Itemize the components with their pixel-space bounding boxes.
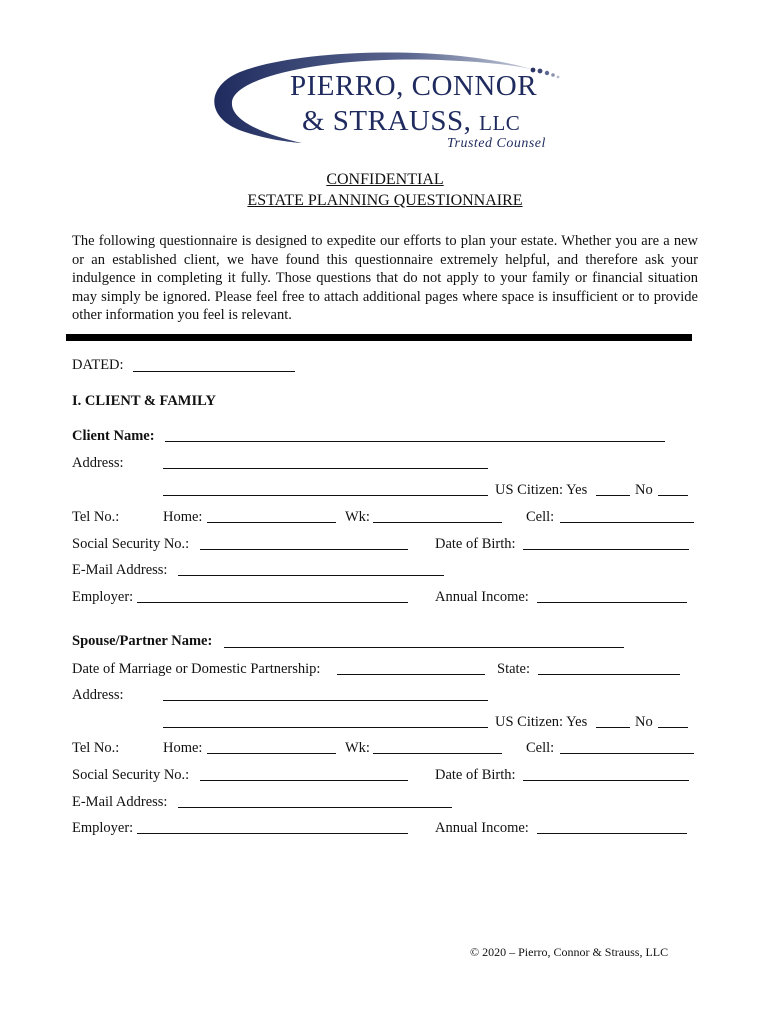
- logo-text-strauss: & STRAUSS,: [302, 105, 472, 137]
- spouse-us-citizen-yes-label: US Citizen: Yes: [495, 714, 588, 730]
- client-us-citizen-no-field[interactable]: [658, 495, 688, 496]
- spouse-dob-label: Date of Birth:: [435, 767, 516, 783]
- spouse-us-citizen-no-field[interactable]: [658, 727, 688, 728]
- client-tel-label: Tel No.:: [72, 509, 120, 525]
- client-employer-label: Employer:: [72, 589, 134, 605]
- client-income-field[interactable]: [537, 602, 687, 603]
- client-us-citizen-yes-field[interactable]: [596, 495, 630, 496]
- spouse-employer-field[interactable]: [137, 833, 408, 834]
- spouse-cell-phone-label: Cell:: [526, 740, 555, 756]
- client-ssn-label: Social Security No.:: [72, 536, 190, 552]
- client-us-citizen-yes-label: US Citizen: Yes: [495, 482, 588, 498]
- marriage-date-field[interactable]: [337, 674, 485, 675]
- company-logo: [210, 50, 570, 160]
- confidential-heading: [0, 171, 770, 189]
- client-home-phone-field[interactable]: [207, 522, 336, 523]
- spouse-name-label: Spouse/Partner Name:: [72, 633, 213, 649]
- spouse-email-label: E-Mail Address:: [72, 794, 168, 810]
- client-income-label: Annual Income:: [435, 589, 529, 605]
- marriage-state-label: State:: [497, 661, 531, 677]
- spouse-us-citizen-no-label: No: [635, 714, 653, 730]
- spouse-address-line2-field[interactable]: [163, 727, 488, 728]
- client-cell-phone-label: Cell:: [526, 509, 555, 525]
- spouse-email-field[interactable]: [178, 807, 452, 808]
- client-work-phone-label: Wk:: [345, 509, 370, 525]
- spouse-work-phone-label: Wk:: [345, 740, 370, 756]
- spouse-employer-label: Employer:: [72, 820, 134, 836]
- confidential-heading-text: CONFIDENTIAL: [326, 171, 444, 188]
- client-ssn-field[interactable]: [200, 549, 408, 550]
- spouse-address-line1-field[interactable]: [163, 700, 488, 701]
- spouse-name-field[interactable]: [224, 647, 624, 648]
- spouse-ssn-label: Social Security No.:: [72, 767, 190, 783]
- client-us-citizen-no-label: No: [635, 482, 653, 498]
- marriage-state-field[interactable]: [538, 674, 680, 675]
- client-name-label: Client Name:: [72, 428, 155, 444]
- client-address-line2-field[interactable]: [163, 495, 488, 496]
- section-heading-client-family: I. CLIENT & FAMILY: [72, 393, 216, 409]
- logo-text-llc: LLC: [479, 111, 521, 135]
- client-work-phone-field[interactable]: [373, 522, 502, 523]
- client-name-field[interactable]: [165, 441, 665, 442]
- client-email-field[interactable]: [178, 575, 444, 576]
- client-cell-phone-field[interactable]: [560, 522, 694, 523]
- spouse-address-label: Address:: [72, 687, 124, 703]
- questionnaire-title: [0, 192, 770, 210]
- intro-paragraph: The following questionnaire is designed to expedite our efforts to plan your estate. Whether you are a new or an established client, we have found this questionnaire extremely helpful, and therefore ask your indulgence in completing it fully. Those questions that do not apply to your family or financial situation may simply be ignored. Please feel free to attach additional pages where space is insufficient or to provide other information you feel is relevant.: [72, 233, 698, 323]
- spouse-us-citizen-yes-field[interactable]: [596, 727, 630, 728]
- logo-tagline: Trusted Counsel: [447, 136, 546, 151]
- dated-label: DATED:: [72, 357, 124, 373]
- spouse-home-phone-label: Home:: [163, 740, 203, 756]
- spouse-dob-field[interactable]: [523, 780, 689, 781]
- dated-field[interactable]: [133, 371, 295, 372]
- section-divider-rule: [66, 334, 692, 341]
- client-dob-label: Date of Birth:: [435, 536, 516, 552]
- questionnaire-title-text: ESTATE PLANNING QUESTIONNAIRE: [247, 192, 523, 209]
- spouse-work-phone-field[interactable]: [373, 753, 502, 754]
- spouse-ssn-field[interactable]: [200, 780, 408, 781]
- logo-text-line2: [302, 105, 520, 138]
- client-employer-field[interactable]: [137, 602, 408, 603]
- spouse-tel-label: Tel No.:: [72, 740, 120, 756]
- spouse-income-field[interactable]: [537, 833, 687, 834]
- marriage-date-label: Date of Marriage or Domestic Partnership:: [72, 661, 321, 677]
- spouse-income-label: Annual Income:: [435, 820, 529, 836]
- client-address-line1-field[interactable]: [163, 468, 488, 469]
- copyright-footer: © 2020 – Pierro, Connor & Strauss, LLC: [470, 945, 669, 959]
- spouse-home-phone-field[interactable]: [207, 753, 336, 754]
- spouse-cell-phone-field[interactable]: [560, 753, 694, 754]
- logo-text-line1: PIERRO, CONNOR: [290, 70, 538, 102]
- client-email-label: E-Mail Address:: [72, 562, 168, 578]
- client-address-label: Address:: [72, 455, 124, 471]
- client-home-phone-label: Home:: [163, 509, 203, 525]
- client-dob-field[interactable]: [523, 549, 689, 550]
